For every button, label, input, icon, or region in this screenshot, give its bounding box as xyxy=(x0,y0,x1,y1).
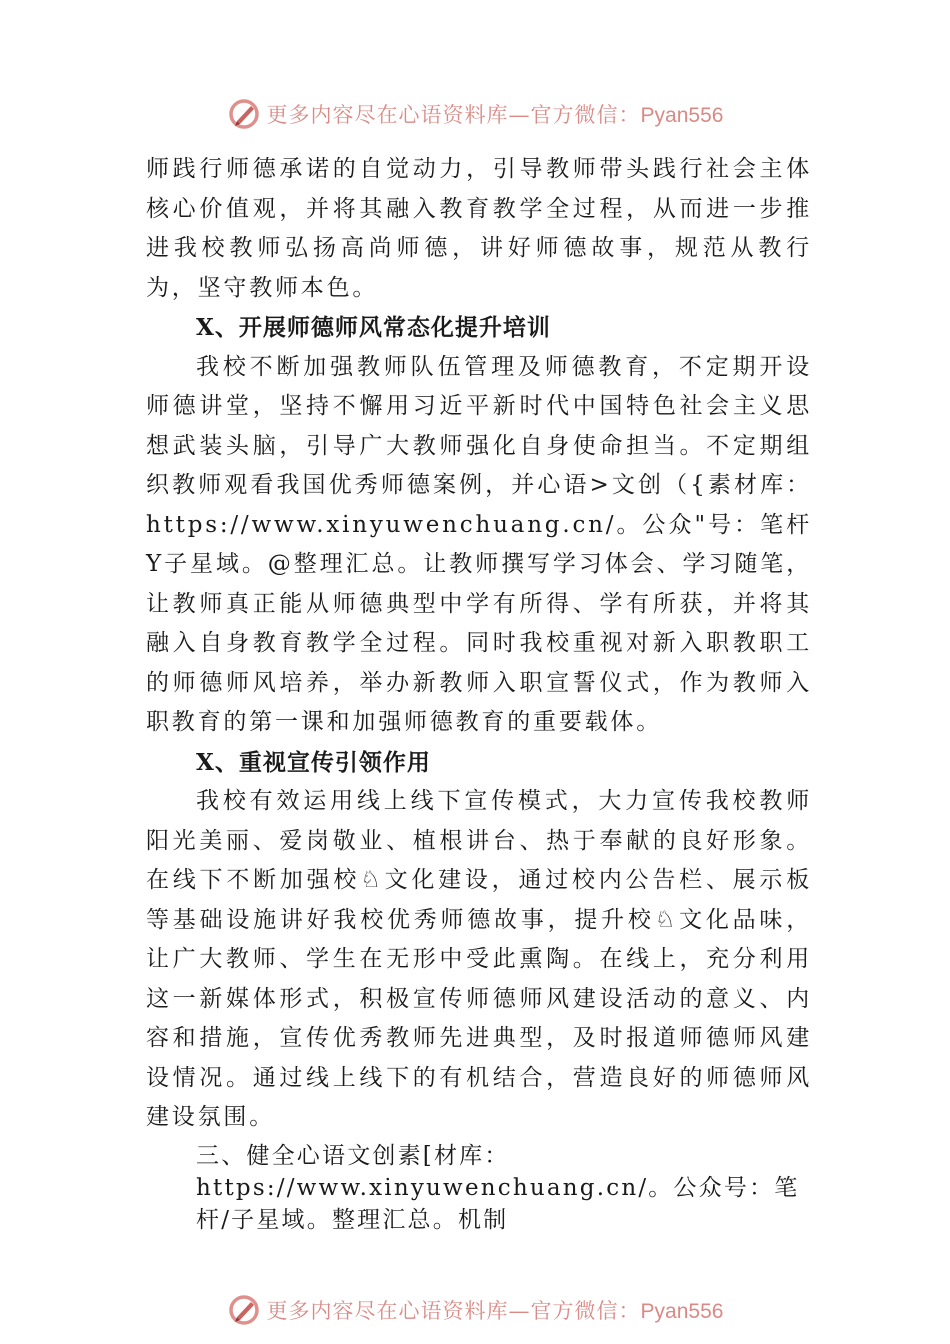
pen-logo-icon xyxy=(227,1293,261,1327)
paragraph-intro: 师践行师德承诺的自觉动力，引导教师带头践行社会主体核心价值观，并将其融入教育教学全过程，从而进一步推进我校教师弘扬高尚师德，讲好师德故事，规范从教行为，坚守教师本色。 xyxy=(146,156,812,301)
paragraph-publicity: 我校有效运用线上线下宣传模式，大力宣传我校教师阳光美丽、爱岗敬业、植根讲台、热于奉献的良好形象。在线下不断加强校♘文化建设，通过校内公告栏、展示板等基础设施讲好我校优秀师德故事，提升校♘文化品味，让广大教师、学生在无形中受此熏陶。在线上，充分利用这一新媒体形式，积极宣传师德师风建设活动的意义、内容和措施，宣传优秀教师先进典型，及时报道师德师风建设情况。通过线上线下的有机结合，营造良好的师德师风建设氛围。 xyxy=(146,788,812,1130)
footer-banner xyxy=(0,1290,950,1330)
paragraph-mechanism: 三、健全心语文创素[材库：https://www.xinyuwenchuang.cn/。公众号：笔杆/子星域。整理汇总。机制 xyxy=(196,1142,800,1233)
pen-logo-icon xyxy=(227,97,261,131)
header-banner xyxy=(0,94,950,134)
paragraph-training: 我校不断加强教师队伍管理及师德教育，不定期开设师德讲堂，坚持不懈用习近平新时代中国特色社会主义思想武装头脑，引导广大教师强化自身使命担当。不定期组织教师观看我国优秀师德案例，并心语>文创（{素材库：https://www.xinyuwenchuang.cn/。公众"号：笔杆Y子星域。@整理汇总。让教师撰写学习体会、学习随笔， 让教师真正能从师德典型中学有所得、学有所获，并将其融入自身教育教学全过程。同时我校重视对新入职教职工的师德师风培养，举办新教师入职宣誓仪式，作为教师入职教育的第一课和加强师德教育的重要载体。 xyxy=(146,353,812,735)
footer-banner-text: 更多内容尽在心语资料库—官方微信：Pyan556 xyxy=(266,1299,724,1323)
section-heading-publicity: X、重视宣传引领作用 xyxy=(196,748,431,776)
header-banner-text: 更多内容尽在心语资料库—官方微信：Pyan556 xyxy=(266,103,724,127)
section-heading-training: X、开展师德师风常态化提升培训 xyxy=(196,314,551,341)
document-body xyxy=(146,150,812,1236)
